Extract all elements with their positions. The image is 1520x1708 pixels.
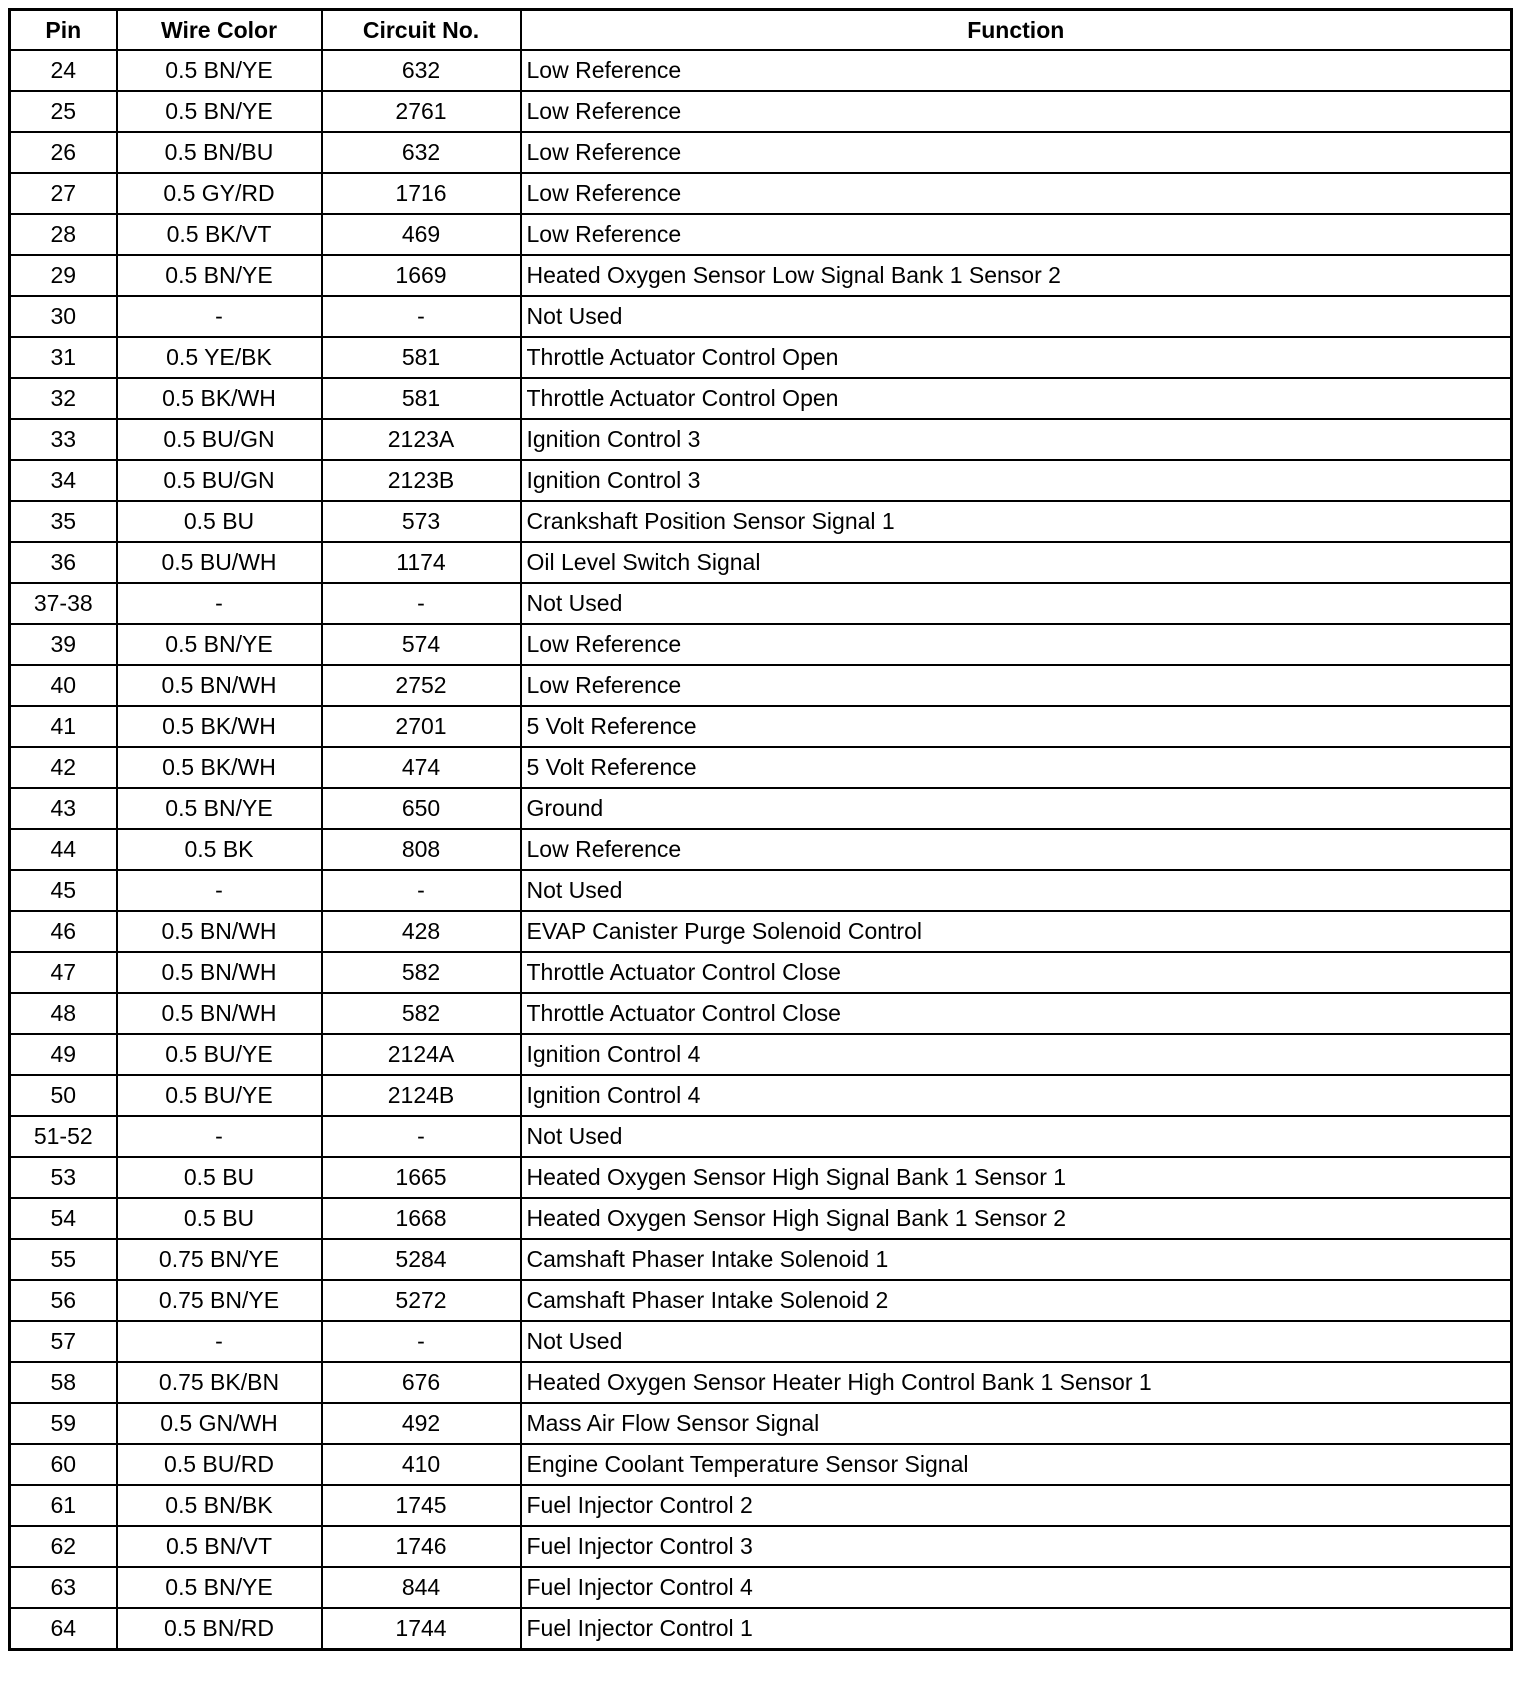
function-cell: Camshaft Phaser Intake Solenoid 2 bbox=[521, 1280, 1512, 1321]
function-cell: Low Reference bbox=[521, 173, 1512, 214]
pin-cell: 43 bbox=[10, 788, 117, 829]
wire-color-cell: 0.5 BN/BU bbox=[117, 132, 322, 173]
table-row bbox=[10, 214, 1512, 255]
header-row bbox=[10, 10, 1512, 51]
wire-color-cell: 0.5 BU/GN bbox=[117, 460, 322, 501]
wire-color-cell: 0.5 BN/YE bbox=[117, 50, 322, 91]
wire-color-cell: 0.75 BK/BN bbox=[117, 1362, 322, 1403]
wire-color-cell: 0.5 BU/RD bbox=[117, 1444, 322, 1485]
table-row bbox=[10, 747, 1512, 788]
wire-color-cell: 0.75 BN/YE bbox=[117, 1280, 322, 1321]
table-row bbox=[10, 1485, 1512, 1526]
circuit-no-cell: 2124A bbox=[322, 1034, 521, 1075]
table-row bbox=[10, 1362, 1512, 1403]
table-header bbox=[10, 10, 1512, 51]
wire-color-cell: - bbox=[117, 296, 322, 337]
pin-cell: 42 bbox=[10, 747, 117, 788]
table-row bbox=[10, 337, 1512, 378]
wire-color-cell: - bbox=[117, 583, 322, 624]
pin-cell: 53 bbox=[10, 1157, 117, 1198]
pin-cell: 32 bbox=[10, 378, 117, 419]
circuit-no-cell: 573 bbox=[322, 501, 521, 542]
table-row bbox=[10, 1280, 1512, 1321]
function-cell: Not Used bbox=[521, 870, 1512, 911]
circuit-no-cell: 2123A bbox=[322, 419, 521, 460]
wire-color-cell: 0.5 BU/GN bbox=[117, 419, 322, 460]
function-cell: Low Reference bbox=[521, 829, 1512, 870]
function-cell: Camshaft Phaser Intake Solenoid 1 bbox=[521, 1239, 1512, 1280]
table-row bbox=[10, 706, 1512, 747]
circuit-no-cell: 1716 bbox=[322, 173, 521, 214]
wire-color-cell: 0.5 BN/YE bbox=[117, 1567, 322, 1608]
pin-cell: 59 bbox=[10, 1403, 117, 1444]
pin-cell: 36 bbox=[10, 542, 117, 583]
table-row bbox=[10, 1321, 1512, 1362]
pin-cell: 28 bbox=[10, 214, 117, 255]
pin-cell: 62 bbox=[10, 1526, 117, 1567]
pin-cell: 37-38 bbox=[10, 583, 117, 624]
circuit-no-cell: - bbox=[322, 296, 521, 337]
table-row bbox=[10, 1567, 1512, 1608]
function-cell: Throttle Actuator Control Close bbox=[521, 993, 1512, 1034]
circuit-no-cell: 581 bbox=[322, 378, 521, 419]
circuit-no-cell: - bbox=[322, 583, 521, 624]
function-cell: Low Reference bbox=[521, 214, 1512, 255]
pin-cell: 29 bbox=[10, 255, 117, 296]
function-cell: Fuel Injector Control 1 bbox=[521, 1608, 1512, 1650]
pin-cell: 25 bbox=[10, 91, 117, 132]
pin-cell: 39 bbox=[10, 624, 117, 665]
wire-color-cell: 0.5 BN/WH bbox=[117, 665, 322, 706]
wire-color-cell: 0.5 YE/BK bbox=[117, 337, 322, 378]
function-cell: Crankshaft Position Sensor Signal 1 bbox=[521, 501, 1512, 542]
table-row bbox=[10, 378, 1512, 419]
wire-color-cell: 0.5 BN/YE bbox=[117, 624, 322, 665]
circuit-no-cell: 1665 bbox=[322, 1157, 521, 1198]
function-cell: Heated Oxygen Sensor High Signal Bank 1 Sensor 1 bbox=[521, 1157, 1512, 1198]
function-cell: Throttle Actuator Control Open bbox=[521, 378, 1512, 419]
table-row bbox=[10, 296, 1512, 337]
circuit-no-cell: 1669 bbox=[322, 255, 521, 296]
pin-cell: 57 bbox=[10, 1321, 117, 1362]
circuit-no-cell: 469 bbox=[322, 214, 521, 255]
table-body bbox=[10, 50, 1512, 1650]
pin-cell: 34 bbox=[10, 460, 117, 501]
wire-color-cell: 0.5 GN/WH bbox=[117, 1403, 322, 1444]
header-wire-color: Wire Color bbox=[117, 10, 322, 51]
function-cell: Fuel Injector Control 3 bbox=[521, 1526, 1512, 1567]
table-row bbox=[10, 1034, 1512, 1075]
table-row bbox=[10, 583, 1512, 624]
circuit-no-cell: 1744 bbox=[322, 1608, 521, 1650]
function-cell: Engine Coolant Temperature Sensor Signal bbox=[521, 1444, 1512, 1485]
pin-cell: 46 bbox=[10, 911, 117, 952]
circuit-no-cell: 2701 bbox=[322, 706, 521, 747]
pin-cell: 61 bbox=[10, 1485, 117, 1526]
wire-color-cell: - bbox=[117, 1116, 322, 1157]
wire-color-cell: 0.5 BK/WH bbox=[117, 747, 322, 788]
table-row bbox=[10, 1157, 1512, 1198]
circuit-no-cell: 492 bbox=[322, 1403, 521, 1444]
table-row bbox=[10, 50, 1512, 91]
circuit-no-cell: 632 bbox=[322, 50, 521, 91]
function-cell: Ignition Control 4 bbox=[521, 1034, 1512, 1075]
function-cell: Low Reference bbox=[521, 132, 1512, 173]
function-cell: 5 Volt Reference bbox=[521, 706, 1512, 747]
function-cell: Not Used bbox=[521, 583, 1512, 624]
function-cell: 5 Volt Reference bbox=[521, 747, 1512, 788]
wire-color-cell: 0.5 BK/WH bbox=[117, 378, 322, 419]
pin-cell: 54 bbox=[10, 1198, 117, 1239]
circuit-no-cell: 428 bbox=[322, 911, 521, 952]
wire-color-cell: 0.5 BN/YE bbox=[117, 91, 322, 132]
table-row bbox=[10, 1075, 1512, 1116]
function-cell: Not Used bbox=[521, 1116, 1512, 1157]
function-cell: Heated Oxygen Sensor Heater High Control Bank 1 Sensor 1 bbox=[521, 1362, 1512, 1403]
circuit-no-cell: 5272 bbox=[322, 1280, 521, 1321]
pin-cell: 40 bbox=[10, 665, 117, 706]
circuit-no-cell: 1668 bbox=[322, 1198, 521, 1239]
circuit-no-cell: 2123B bbox=[322, 460, 521, 501]
table-row bbox=[10, 1239, 1512, 1280]
table-row bbox=[10, 501, 1512, 542]
wire-color-cell: 0.5 BN/WH bbox=[117, 952, 322, 993]
pin-cell: 35 bbox=[10, 501, 117, 542]
function-cell: Low Reference bbox=[521, 665, 1512, 706]
wire-color-cell: 0.5 BN/WH bbox=[117, 911, 322, 952]
table-row bbox=[10, 1403, 1512, 1444]
table-row bbox=[10, 1608, 1512, 1650]
pin-cell: 27 bbox=[10, 173, 117, 214]
function-cell: Ignition Control 3 bbox=[521, 460, 1512, 501]
pin-cell: 45 bbox=[10, 870, 117, 911]
pin-cell: 26 bbox=[10, 132, 117, 173]
pin-cell: 60 bbox=[10, 1444, 117, 1485]
wire-color-cell: - bbox=[117, 870, 322, 911]
function-cell: EVAP Canister Purge Solenoid Control bbox=[521, 911, 1512, 952]
table-row bbox=[10, 173, 1512, 214]
function-cell: Heated Oxygen Sensor Low Signal Bank 1 Sensor 2 bbox=[521, 255, 1512, 296]
wire-color-cell: 0.5 BK/VT bbox=[117, 214, 322, 255]
circuit-no-cell: 676 bbox=[322, 1362, 521, 1403]
table-row bbox=[10, 1526, 1512, 1567]
wire-color-cell: 0.5 BK bbox=[117, 829, 322, 870]
wire-color-cell: 0.5 BU bbox=[117, 1198, 322, 1239]
table-row bbox=[10, 665, 1512, 706]
wire-color-cell: 0.5 BU/WH bbox=[117, 542, 322, 583]
circuit-no-cell: 410 bbox=[322, 1444, 521, 1485]
connector-pinout-table bbox=[8, 8, 1513, 1651]
table-row bbox=[10, 419, 1512, 460]
wire-color-cell: 0.5 BU/YE bbox=[117, 1034, 322, 1075]
wire-color-cell: 0.5 BU bbox=[117, 501, 322, 542]
pin-cell: 56 bbox=[10, 1280, 117, 1321]
pin-cell: 55 bbox=[10, 1239, 117, 1280]
table-row bbox=[10, 624, 1512, 665]
function-cell: Fuel Injector Control 4 bbox=[521, 1567, 1512, 1608]
wire-color-cell: 0.5 BN/WH bbox=[117, 993, 322, 1034]
table-row bbox=[10, 1198, 1512, 1239]
table-row bbox=[10, 91, 1512, 132]
circuit-no-cell: 2124B bbox=[322, 1075, 521, 1116]
pin-cell: 51-52 bbox=[10, 1116, 117, 1157]
table-row bbox=[10, 132, 1512, 173]
circuit-no-cell: 2761 bbox=[322, 91, 521, 132]
header-circuit-no: Circuit No. bbox=[322, 10, 521, 51]
circuit-no-cell: 581 bbox=[322, 337, 521, 378]
circuit-no-cell: 5284 bbox=[322, 1239, 521, 1280]
wire-color-cell: 0.5 BN/YE bbox=[117, 788, 322, 829]
table-row bbox=[10, 993, 1512, 1034]
header-function: Function bbox=[521, 10, 1512, 51]
function-cell: Low Reference bbox=[521, 624, 1512, 665]
pin-cell: 41 bbox=[10, 706, 117, 747]
wire-color-cell: - bbox=[117, 1321, 322, 1362]
wire-color-cell: 0.5 BK/WH bbox=[117, 706, 322, 747]
pin-cell: 48 bbox=[10, 993, 117, 1034]
circuit-no-cell: - bbox=[322, 870, 521, 911]
circuit-no-cell: 582 bbox=[322, 993, 521, 1034]
table-row bbox=[10, 952, 1512, 993]
wire-color-cell: 0.75 BN/YE bbox=[117, 1239, 322, 1280]
circuit-no-cell: 808 bbox=[322, 829, 521, 870]
table-row bbox=[10, 911, 1512, 952]
pin-cell: 31 bbox=[10, 337, 117, 378]
table-row bbox=[10, 542, 1512, 583]
wire-color-cell: 0.5 BN/RD bbox=[117, 1608, 322, 1650]
circuit-no-cell: 1745 bbox=[322, 1485, 521, 1526]
function-cell: Throttle Actuator Control Open bbox=[521, 337, 1512, 378]
pin-cell: 64 bbox=[10, 1608, 117, 1650]
function-cell: Not Used bbox=[521, 296, 1512, 337]
pin-cell: 58 bbox=[10, 1362, 117, 1403]
function-cell: Heated Oxygen Sensor High Signal Bank 1 Sensor 2 bbox=[521, 1198, 1512, 1239]
wire-color-cell: 0.5 BU/YE bbox=[117, 1075, 322, 1116]
circuit-no-cell: 474 bbox=[322, 747, 521, 788]
function-cell: Ground bbox=[521, 788, 1512, 829]
table-row bbox=[10, 255, 1512, 296]
pin-cell: 44 bbox=[10, 829, 117, 870]
circuit-no-cell: - bbox=[322, 1116, 521, 1157]
wire-color-cell: 0.5 BN/YE bbox=[117, 255, 322, 296]
wire-color-cell: 0.5 BN/VT bbox=[117, 1526, 322, 1567]
pin-cell: 49 bbox=[10, 1034, 117, 1075]
table-row bbox=[10, 1444, 1512, 1485]
pin-cell: 63 bbox=[10, 1567, 117, 1608]
function-cell: Ignition Control 3 bbox=[521, 419, 1512, 460]
function-cell: Low Reference bbox=[521, 91, 1512, 132]
circuit-no-cell: 2752 bbox=[322, 665, 521, 706]
function-cell: Ignition Control 4 bbox=[521, 1075, 1512, 1116]
wire-color-cell: 0.5 BN/BK bbox=[117, 1485, 322, 1526]
function-cell: Throttle Actuator Control Close bbox=[521, 952, 1512, 993]
table-row bbox=[10, 1116, 1512, 1157]
wire-color-cell: 0.5 BU bbox=[117, 1157, 322, 1198]
pin-cell: 50 bbox=[10, 1075, 117, 1116]
table-row bbox=[10, 829, 1512, 870]
table-row bbox=[10, 870, 1512, 911]
pin-cell: 24 bbox=[10, 50, 117, 91]
function-cell: Oil Level Switch Signal bbox=[521, 542, 1512, 583]
circuit-no-cell: 632 bbox=[322, 132, 521, 173]
header-pin: Pin bbox=[10, 10, 117, 51]
circuit-no-cell: 1746 bbox=[322, 1526, 521, 1567]
function-cell: Mass Air Flow Sensor Signal bbox=[521, 1403, 1512, 1444]
wire-color-cell: 0.5 GY/RD bbox=[117, 173, 322, 214]
circuit-no-cell: 1174 bbox=[322, 542, 521, 583]
function-cell: Fuel Injector Control 2 bbox=[521, 1485, 1512, 1526]
circuit-no-cell: 650 bbox=[322, 788, 521, 829]
pin-cell: 33 bbox=[10, 419, 117, 460]
table-row bbox=[10, 460, 1512, 501]
pin-cell: 47 bbox=[10, 952, 117, 993]
circuit-no-cell: 582 bbox=[322, 952, 521, 993]
function-cell: Not Used bbox=[521, 1321, 1512, 1362]
table-row bbox=[10, 788, 1512, 829]
circuit-no-cell: 844 bbox=[322, 1567, 521, 1608]
circuit-no-cell: 574 bbox=[322, 624, 521, 665]
pin-cell: 30 bbox=[10, 296, 117, 337]
function-cell: Low Reference bbox=[521, 50, 1512, 91]
circuit-no-cell: - bbox=[322, 1321, 521, 1362]
